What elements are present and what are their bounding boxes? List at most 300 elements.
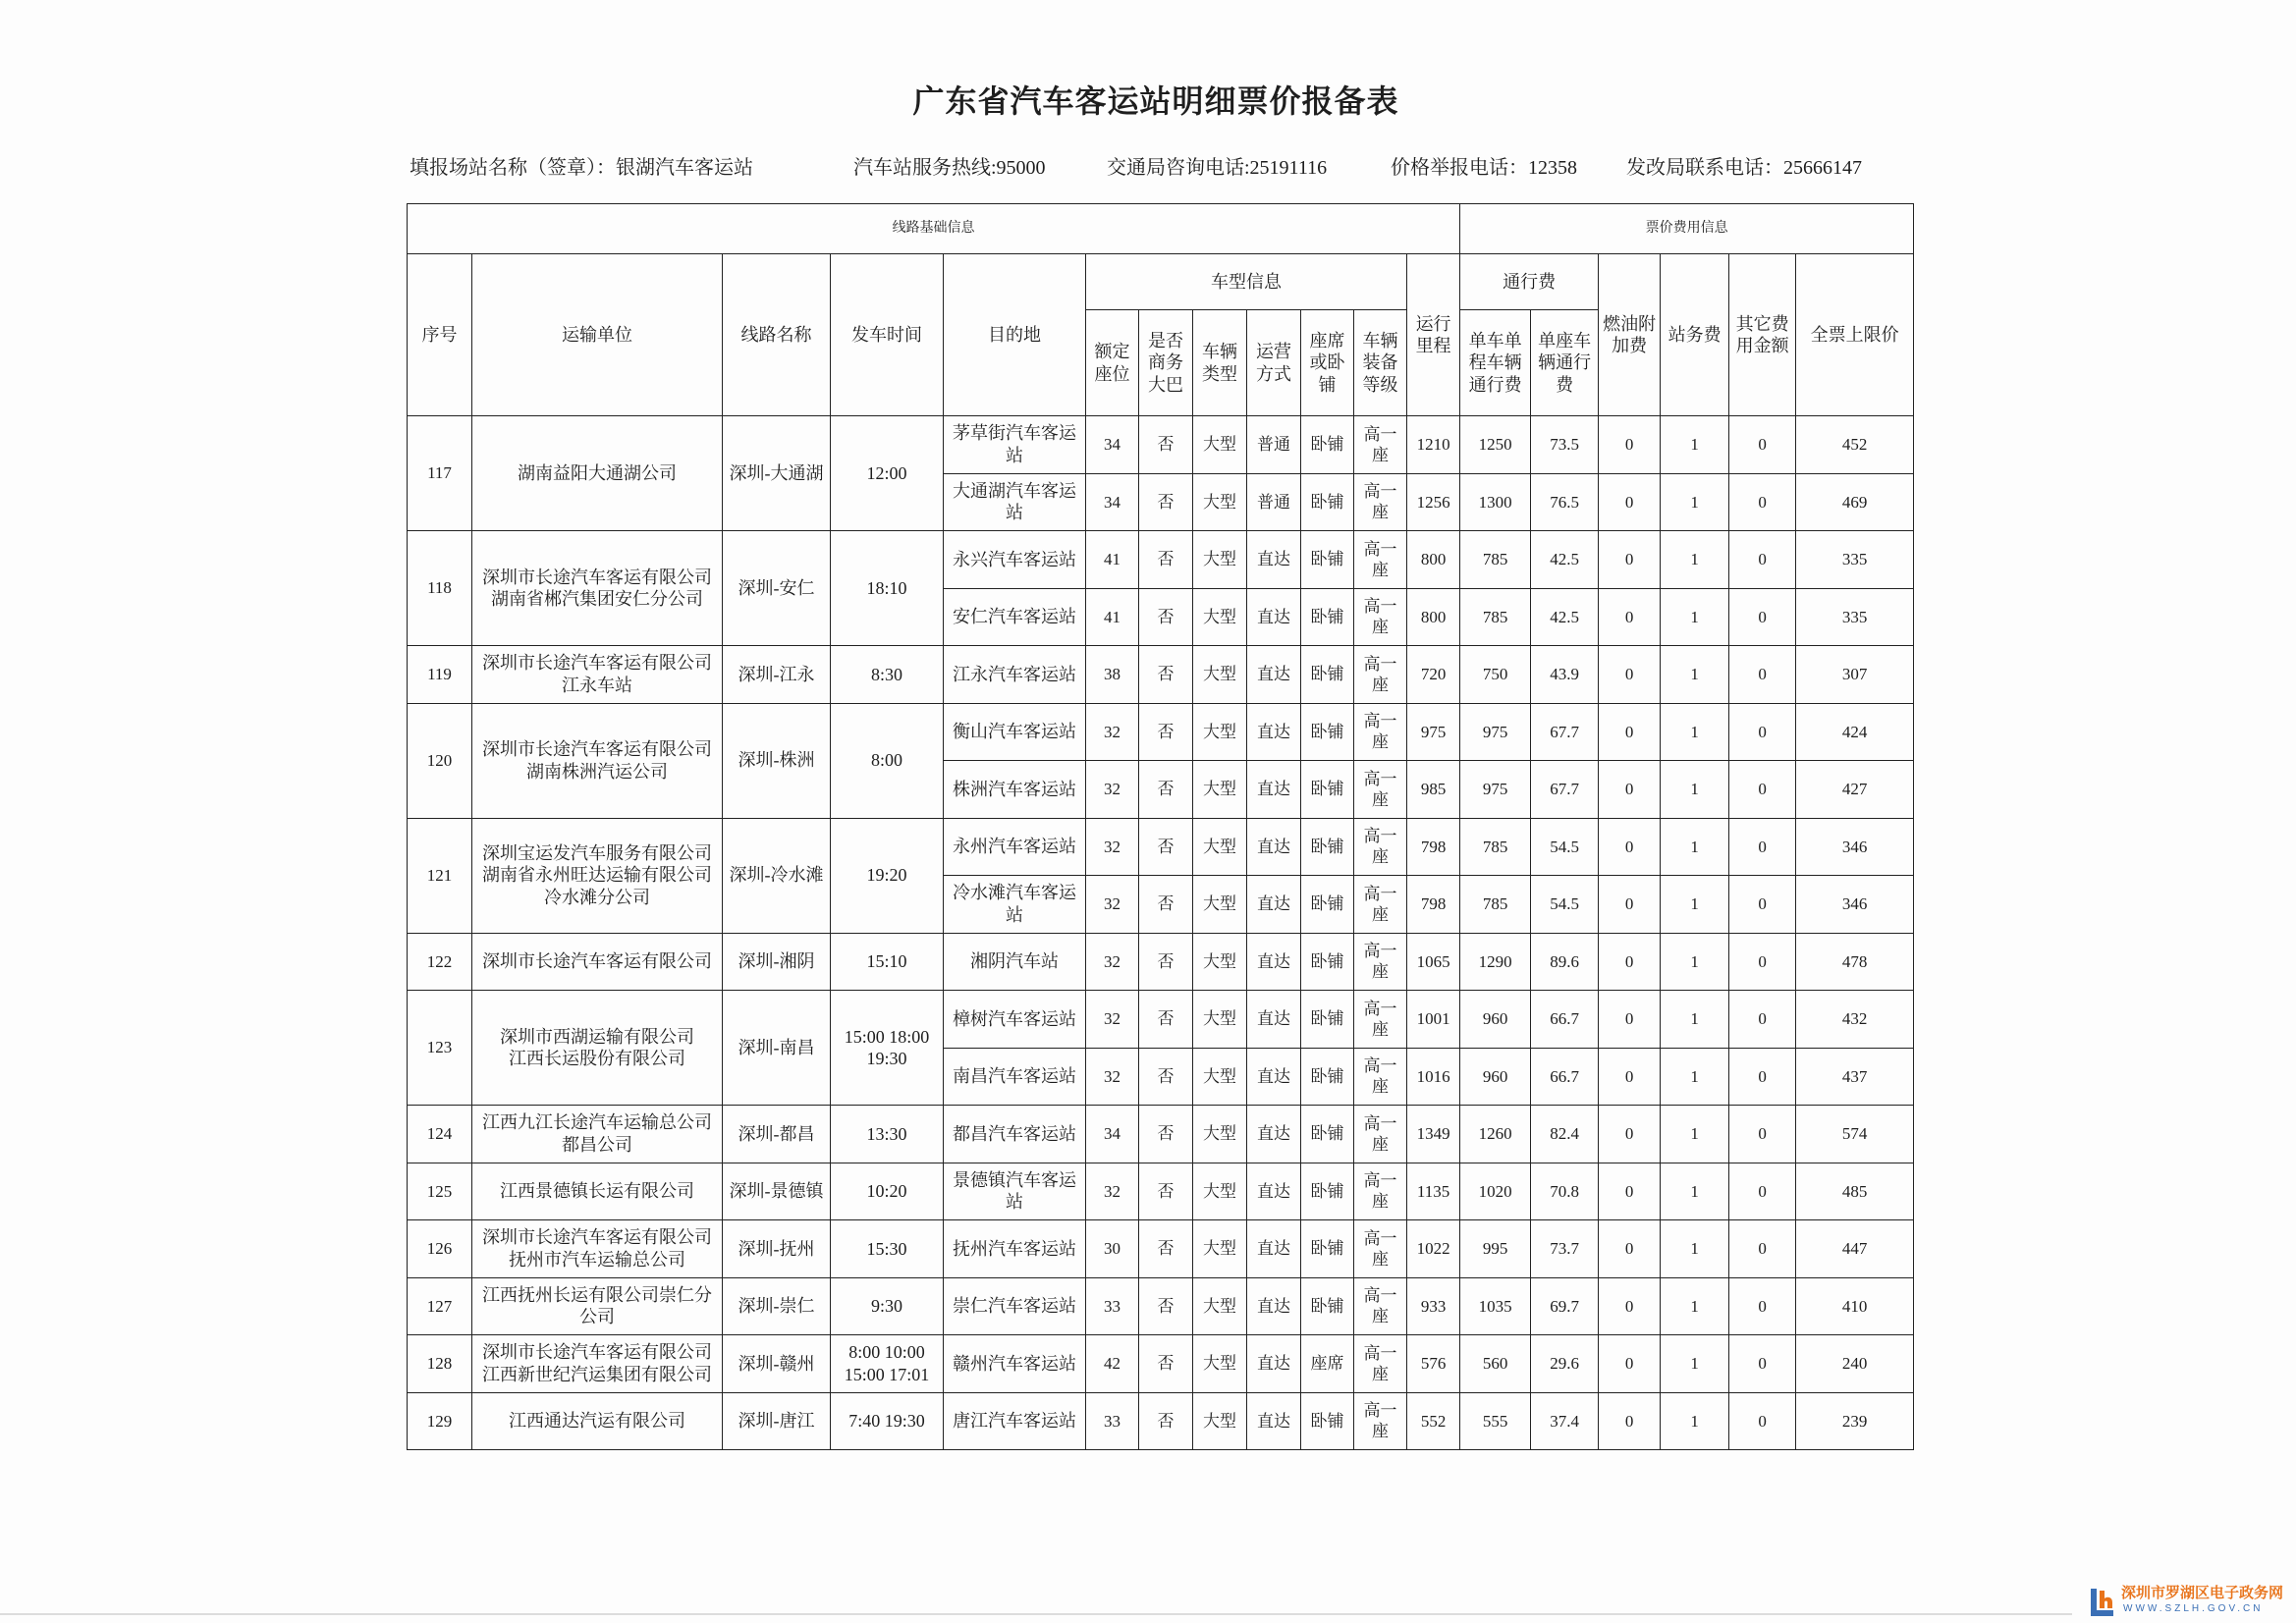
departure-time: 7:40 xyxy=(848,1411,881,1431)
station-fee-cell: 1 xyxy=(1661,1392,1729,1450)
site-name: 深圳市罗湖区电子政务网 xyxy=(2121,1584,2284,1601)
equipment-grade-cell: 高一座 xyxy=(1354,703,1407,761)
station-name: 填报场站名称（签章）：银湖汽车客运站 xyxy=(410,157,753,179)
transport-company-cell xyxy=(472,416,723,531)
business-bus-cell: 否 xyxy=(1139,1220,1193,1278)
mileage-cell: 552 xyxy=(1407,1392,1460,1450)
row-number-cell: 129 xyxy=(408,1392,472,1450)
group-header-toll: 通行费 xyxy=(1460,254,1599,310)
scan-edge xyxy=(0,1613,2072,1615)
company-name: 深圳市长途汽车客运有限公司 xyxy=(482,653,712,674)
company-name: 江西通达汽运有限公司 xyxy=(509,1411,685,1431)
station-fee-cell: 1 xyxy=(1661,1106,1729,1163)
vehicle-type-cell: 大型 xyxy=(1193,1392,1247,1450)
seat-type-cell: 座席 xyxy=(1301,1335,1354,1393)
max-full-price-cell: 574 xyxy=(1796,1106,1914,1163)
table-row xyxy=(408,1163,1914,1220)
fuel-surcharge-cell: 0 xyxy=(1599,991,1661,1049)
fuel-surcharge-cell: 0 xyxy=(1599,1048,1661,1106)
column-header-departure: 发车时间 xyxy=(831,254,944,416)
toll-per-seat-cell: 73.5 xyxy=(1531,416,1599,474)
vehicle-type-cell: 大型 xyxy=(1193,646,1247,704)
table-row xyxy=(408,531,1914,589)
mileage-cell: 800 xyxy=(1407,588,1460,646)
business-bus-cell: 否 xyxy=(1139,933,1193,991)
route-name-cell: 深圳-湘阴 xyxy=(723,933,831,991)
departure-time-cell xyxy=(831,991,944,1106)
station-fee-cell: 1 xyxy=(1661,1048,1729,1106)
fuel-surcharge-cell: 0 xyxy=(1599,646,1661,704)
seats-cell: 32 xyxy=(1086,818,1139,876)
fuel-surcharge-cell: 0 xyxy=(1599,761,1661,819)
vehicle-type-cell: 大型 xyxy=(1193,818,1247,876)
operation-mode-cell: 普通 xyxy=(1247,416,1301,474)
departure-time: 15:00 xyxy=(844,1364,885,1384)
business-bus-cell: 否 xyxy=(1139,761,1193,819)
vehicle-type-cell: 大型 xyxy=(1193,416,1247,474)
seat-type-cell: 卧铺 xyxy=(1301,818,1354,876)
seat-type-cell: 卧铺 xyxy=(1301,876,1354,934)
mileage-cell: 800 xyxy=(1407,531,1460,589)
row-number-cell: 126 xyxy=(408,1220,472,1278)
destination-cell: 永兴汽车客运站 xyxy=(944,531,1086,589)
seat-type-cell: 卧铺 xyxy=(1301,1220,1354,1278)
vehicle-type-cell: 大型 xyxy=(1193,933,1247,991)
fuel-surcharge-cell: 0 xyxy=(1599,1277,1661,1335)
equipment-grade-cell: 高一座 xyxy=(1354,761,1407,819)
column-header-row xyxy=(408,254,1914,310)
departure-time-cell xyxy=(831,416,944,531)
toll-per-vehicle-cell: 1260 xyxy=(1460,1106,1531,1163)
departure-time: 9:30 xyxy=(870,1296,902,1316)
other-fees-cell: 0 xyxy=(1729,703,1796,761)
fare-table xyxy=(407,203,1914,1450)
operation-mode-cell: 直达 xyxy=(1247,1277,1301,1335)
departure-time-cell xyxy=(831,531,944,646)
max-full-price-cell: 478 xyxy=(1796,933,1914,991)
transport-company-cell xyxy=(472,818,723,933)
fuel-surcharge-cell: 0 xyxy=(1599,1335,1661,1393)
station-fee-cell: 1 xyxy=(1661,933,1729,991)
station-fee-cell: 1 xyxy=(1661,1220,1729,1278)
seat-type-cell: 卧铺 xyxy=(1301,588,1354,646)
operation-mode-cell: 直达 xyxy=(1247,703,1301,761)
toll-per-seat-cell: 76.5 xyxy=(1531,473,1599,531)
max-full-price-cell: 240 xyxy=(1796,1335,1914,1393)
business-bus-cell: 否 xyxy=(1139,1392,1193,1450)
fuel-surcharge-cell: 0 xyxy=(1599,933,1661,991)
departure-time-cell xyxy=(831,1277,944,1335)
vehicle-type-cell: 大型 xyxy=(1193,531,1247,589)
column-header-toll-per-vehicle: 单车单程车辆通行费 xyxy=(1460,310,1531,416)
other-fees-cell: 0 xyxy=(1729,1106,1796,1163)
section-header-route-info: 线路基础信息 xyxy=(408,204,1460,254)
route-name-cell: 深圳-景德镇 xyxy=(723,1163,831,1220)
transport-company-cell xyxy=(472,991,723,1106)
station-fee-cell: 1 xyxy=(1661,703,1729,761)
operation-mode-cell: 直达 xyxy=(1247,818,1301,876)
station-fee-cell: 1 xyxy=(1661,1277,1729,1335)
departure-time: 17:01 xyxy=(889,1364,930,1384)
max-full-price-cell: 410 xyxy=(1796,1277,1914,1335)
column-header-fuel-surcharge: 燃油附加费 xyxy=(1599,254,1661,416)
vehicle-type-cell: 大型 xyxy=(1193,1163,1247,1220)
vehicle-type-cell: 大型 xyxy=(1193,1220,1247,1278)
vehicle-type-cell: 大型 xyxy=(1193,703,1247,761)
destination-cell: 崇仁汽车客运站 xyxy=(944,1277,1086,1335)
other-fees-cell: 0 xyxy=(1729,1392,1796,1450)
other-fees-cell: 0 xyxy=(1729,933,1796,991)
document-title: 广东省汽车客运站明细票价报备表 xyxy=(912,83,1399,119)
column-header-other-fees: 其它费用金额 xyxy=(1729,254,1796,416)
route-name-cell: 深圳-株洲 xyxy=(723,703,831,818)
station-fee-cell: 1 xyxy=(1661,818,1729,876)
equipment-grade-cell: 高一座 xyxy=(1354,588,1407,646)
max-full-price-cell: 452 xyxy=(1796,416,1914,474)
company-name: 深圳市长途汽车客运有限公司 xyxy=(482,951,712,971)
row-number-cell: 121 xyxy=(408,818,472,933)
business-bus-cell: 否 xyxy=(1139,991,1193,1049)
max-full-price-cell: 335 xyxy=(1796,531,1914,589)
departure-time: 10:00 xyxy=(884,1342,925,1363)
operation-mode-cell: 直达 xyxy=(1247,531,1301,589)
operation-mode-cell: 直达 xyxy=(1247,588,1301,646)
toll-per-seat-cell: 66.7 xyxy=(1531,1048,1599,1106)
company-name: 深圳市长途汽车客运有限公司 xyxy=(482,567,712,587)
vehicle-type-cell: 大型 xyxy=(1193,1277,1247,1335)
destination-cell: 江永汽车客运站 xyxy=(944,646,1086,704)
toll-per-seat-cell: 42.5 xyxy=(1531,588,1599,646)
toll-per-seat-cell: 89.6 xyxy=(1531,933,1599,991)
departure-time: 12:00 xyxy=(866,462,907,483)
transport-company-cell xyxy=(472,1277,723,1335)
operation-mode-cell: 直达 xyxy=(1247,876,1301,934)
toll-per-vehicle-cell: 1250 xyxy=(1460,416,1531,474)
toll-per-vehicle-cell: 1300 xyxy=(1460,473,1531,531)
row-number-cell: 123 xyxy=(408,991,472,1106)
equipment-grade-cell: 高一座 xyxy=(1354,1392,1407,1450)
departure-time: 13:30 xyxy=(866,1123,907,1144)
mileage-cell: 933 xyxy=(1407,1277,1460,1335)
departure-time-cell xyxy=(831,646,944,704)
departure-time-cell xyxy=(831,818,944,933)
station-fee-cell: 1 xyxy=(1661,876,1729,934)
seat-type-cell: 卧铺 xyxy=(1301,1392,1354,1450)
route-name-cell: 深圳-江永 xyxy=(723,646,831,704)
mileage-cell: 798 xyxy=(1407,818,1460,876)
other-fees-cell: 0 xyxy=(1729,1163,1796,1220)
departure-time: 15:30 xyxy=(866,1238,907,1259)
company-name: 抚州市汽车运输总公司 xyxy=(509,1249,685,1270)
toll-per-seat-cell: 54.5 xyxy=(1531,818,1599,876)
row-number-cell: 120 xyxy=(408,703,472,818)
fuel-surcharge-cell: 0 xyxy=(1599,818,1661,876)
max-full-price-cell: 485 xyxy=(1796,1163,1914,1220)
other-fees-cell: 0 xyxy=(1729,991,1796,1049)
max-full-price-cell: 335 xyxy=(1796,588,1914,646)
transport-company-cell xyxy=(472,531,723,646)
toll-per-vehicle-cell: 960 xyxy=(1460,1048,1531,1106)
destination-cell: 安仁汽车客运站 xyxy=(944,588,1086,646)
departure-time: 19:20 xyxy=(866,865,907,886)
table-row xyxy=(408,1277,1914,1335)
seat-type-cell: 卧铺 xyxy=(1301,1048,1354,1106)
toll-per-seat-cell: 82.4 xyxy=(1531,1106,1599,1163)
business-bus-cell: 否 xyxy=(1139,1335,1193,1393)
seats-cell: 32 xyxy=(1086,703,1139,761)
mileage-cell: 576 xyxy=(1407,1335,1460,1393)
toll-per-vehicle-cell: 975 xyxy=(1460,703,1531,761)
fuel-surcharge-cell: 0 xyxy=(1599,416,1661,474)
seats-cell: 41 xyxy=(1086,531,1139,589)
mileage-cell: 1016 xyxy=(1407,1048,1460,1106)
toll-per-seat-cell: 42.5 xyxy=(1531,531,1599,589)
other-fees-cell: 0 xyxy=(1729,588,1796,646)
seats-cell: 33 xyxy=(1086,1277,1139,1335)
column-header-company: 运输单位 xyxy=(472,254,723,416)
departure-time-cell xyxy=(831,933,944,991)
column-header-max-full-price: 全票上限价 xyxy=(1796,254,1914,416)
seat-type-cell: 卧铺 xyxy=(1301,703,1354,761)
seats-cell: 30 xyxy=(1086,1220,1139,1278)
equipment-grade-cell: 高一座 xyxy=(1354,1277,1407,1335)
station-fee-cell: 1 xyxy=(1661,588,1729,646)
column-header-mileage: 运行里程 xyxy=(1407,254,1460,416)
station-fee-cell: 1 xyxy=(1661,991,1729,1049)
max-full-price-cell: 427 xyxy=(1796,761,1914,819)
route-name-cell: 深圳-南昌 xyxy=(723,991,831,1106)
seat-type-cell: 卧铺 xyxy=(1301,991,1354,1049)
other-fees-cell: 0 xyxy=(1729,818,1796,876)
other-fees-cell: 0 xyxy=(1729,1277,1796,1335)
table-row xyxy=(408,1392,1914,1450)
toll-per-vehicle-cell: 785 xyxy=(1460,818,1531,876)
seat-type-cell: 卧铺 xyxy=(1301,646,1354,704)
company-name: 湖南株洲汽运公司 xyxy=(526,761,668,782)
station-fee-cell: 1 xyxy=(1661,761,1729,819)
route-name-cell: 深圳-抚州 xyxy=(723,1220,831,1278)
equipment-grade-cell: 高一座 xyxy=(1354,473,1407,531)
departure-time: 19:30 xyxy=(866,1049,907,1068)
departure-time: 10:20 xyxy=(866,1181,907,1201)
other-fees-cell: 0 xyxy=(1729,473,1796,531)
toll-per-vehicle-cell: 785 xyxy=(1460,876,1531,934)
other-fees-cell: 0 xyxy=(1729,416,1796,474)
site-url: WWW.SZLH.GOV.CN xyxy=(2123,1603,2264,1614)
row-number-cell: 127 xyxy=(408,1277,472,1335)
destination-cell: 景德镇汽车客运站 xyxy=(944,1163,1086,1220)
toll-per-seat-cell: 54.5 xyxy=(1531,876,1599,934)
seat-type-cell: 卧铺 xyxy=(1301,473,1354,531)
column-header-business-bus: 是否商务大巴 xyxy=(1139,310,1193,416)
section-header-fare-info: 票价费用信息 xyxy=(1460,204,1914,254)
table-row xyxy=(408,1106,1914,1163)
equipment-grade-cell: 高一座 xyxy=(1354,1220,1407,1278)
departure-time-cell xyxy=(831,703,944,818)
seats-cell: 32 xyxy=(1086,1048,1139,1106)
departure-time: 18:10 xyxy=(866,577,907,598)
other-fees-cell: 0 xyxy=(1729,761,1796,819)
max-full-price-cell: 239 xyxy=(1796,1392,1914,1450)
seats-cell: 32 xyxy=(1086,761,1139,819)
equipment-grade-cell: 高一座 xyxy=(1354,531,1407,589)
destination-cell: 南昌汽车客运站 xyxy=(944,1048,1086,1106)
business-bus-cell: 否 xyxy=(1139,703,1193,761)
operation-mode-cell: 普通 xyxy=(1247,473,1301,531)
mileage-cell: 1210 xyxy=(1407,416,1460,474)
row-number-cell: 119 xyxy=(408,646,472,704)
max-full-price-cell: 346 xyxy=(1796,818,1914,876)
toll-per-vehicle-cell: 560 xyxy=(1460,1335,1531,1393)
station-fee-cell: 1 xyxy=(1661,1335,1729,1393)
toll-per-seat-cell: 43.9 xyxy=(1531,646,1599,704)
fuel-surcharge-cell: 0 xyxy=(1599,876,1661,934)
business-bus-cell: 否 xyxy=(1139,416,1193,474)
toll-per-seat-cell: 67.7 xyxy=(1531,703,1599,761)
transport-bureau-phone: 交通局咨询电话:25191116 xyxy=(1107,157,1328,179)
operation-mode-cell: 直达 xyxy=(1247,933,1301,991)
equipment-grade-cell: 高一座 xyxy=(1354,991,1407,1049)
seats-cell: 32 xyxy=(1086,933,1139,991)
column-header-route: 线路名称 xyxy=(723,254,831,416)
operation-mode-cell: 直达 xyxy=(1247,1335,1301,1393)
business-bus-cell: 否 xyxy=(1139,531,1193,589)
vehicle-type-cell: 大型 xyxy=(1193,991,1247,1049)
mileage-cell: 720 xyxy=(1407,646,1460,704)
seats-cell: 32 xyxy=(1086,1163,1139,1220)
departure-time: 19:30 xyxy=(884,1411,925,1431)
seat-type-cell: 卧铺 xyxy=(1301,1277,1354,1335)
departure-time: 15:00 xyxy=(844,1026,885,1047)
station-fee-cell: 1 xyxy=(1661,646,1729,704)
seat-type-cell: 卧铺 xyxy=(1301,761,1354,819)
equipment-grade-cell: 高一座 xyxy=(1354,1048,1407,1106)
price-report-phone: 价格举报电话：12358 xyxy=(1391,157,1577,179)
company-name: 深圳市长途汽车客运有限公司 xyxy=(482,1227,712,1248)
section-header-row xyxy=(408,204,1914,254)
operation-mode-cell: 直达 xyxy=(1247,1106,1301,1163)
business-bus-cell: 否 xyxy=(1139,1048,1193,1106)
seats-cell: 34 xyxy=(1086,416,1139,474)
company-name: 深圳市西湖运输有限公司 xyxy=(500,1026,694,1047)
destination-cell: 株洲汽车客运站 xyxy=(944,761,1086,819)
other-fees-cell: 0 xyxy=(1729,1220,1796,1278)
departure-time-cell xyxy=(831,1106,944,1163)
departure-time: 18:00 xyxy=(889,1026,930,1047)
equipment-grade-cell: 高一座 xyxy=(1354,1335,1407,1393)
operation-mode-cell: 直达 xyxy=(1247,1163,1301,1220)
table-row xyxy=(408,933,1914,991)
vehicle-type-cell: 大型 xyxy=(1193,588,1247,646)
mileage-cell: 975 xyxy=(1407,703,1460,761)
departure-time-cell xyxy=(831,1392,944,1450)
max-full-price-cell: 437 xyxy=(1796,1048,1914,1106)
transport-company-cell xyxy=(472,1335,723,1393)
station-fee-cell: 1 xyxy=(1661,416,1729,474)
column-header-toll-per-seat: 单座车辆通行费 xyxy=(1531,310,1599,416)
vehicle-type-cell: 大型 xyxy=(1193,1335,1247,1393)
transport-company-cell xyxy=(472,933,723,991)
station-fee-cell: 1 xyxy=(1661,531,1729,589)
operation-mode-cell: 直达 xyxy=(1247,1220,1301,1278)
destination-cell: 抚州汽车客运站 xyxy=(944,1220,1086,1278)
table-row xyxy=(408,991,1914,1049)
departure-time-cell xyxy=(831,1335,944,1393)
business-bus-cell: 否 xyxy=(1139,1106,1193,1163)
operation-mode-cell: 直达 xyxy=(1247,1392,1301,1450)
seats-cell: 34 xyxy=(1086,1106,1139,1163)
toll-per-seat-cell: 67.7 xyxy=(1531,761,1599,819)
table-row xyxy=(408,703,1914,761)
business-bus-cell: 否 xyxy=(1139,876,1193,934)
fuel-surcharge-cell: 0 xyxy=(1599,531,1661,589)
mileage-cell: 1065 xyxy=(1407,933,1460,991)
column-header-equipment-grade: 车辆装备等级 xyxy=(1354,310,1407,416)
business-bus-cell: 否 xyxy=(1139,473,1193,531)
transport-company-cell xyxy=(472,1163,723,1220)
toll-per-seat-cell: 70.8 xyxy=(1531,1163,1599,1220)
company-name: 江西抚州长运有限公司崇仁分公司 xyxy=(482,1284,712,1327)
max-full-price-cell: 346 xyxy=(1796,876,1914,934)
operation-mode-cell: 直达 xyxy=(1247,991,1301,1049)
max-full-price-cell: 432 xyxy=(1796,991,1914,1049)
transport-company-cell xyxy=(472,646,723,704)
company-name: 江西长运股份有限公司 xyxy=(509,1049,685,1068)
seats-cell: 42 xyxy=(1086,1335,1139,1393)
departure-time-cell xyxy=(831,1163,944,1220)
row-number-cell: 128 xyxy=(408,1335,472,1393)
row-number-cell: 117 xyxy=(408,416,472,531)
column-header-no: 序号 xyxy=(408,254,472,416)
seat-type-cell: 卧铺 xyxy=(1301,531,1354,589)
other-fees-cell: 0 xyxy=(1729,876,1796,934)
company-name: 湖南益阳大通湖公司 xyxy=(518,462,677,483)
route-name-cell: 深圳-大通湖 xyxy=(723,416,831,531)
destination-cell: 湘阴汽车站 xyxy=(944,933,1086,991)
toll-per-seat-cell: 66.7 xyxy=(1531,991,1599,1049)
table-row xyxy=(408,646,1914,704)
equipment-grade-cell: 高一座 xyxy=(1354,933,1407,991)
transport-company-cell xyxy=(472,1106,723,1163)
row-number-cell: 125 xyxy=(408,1163,472,1220)
departure-time: 15:10 xyxy=(866,951,907,971)
toll-per-seat-cell: 37.4 xyxy=(1531,1392,1599,1450)
business-bus-cell: 否 xyxy=(1139,588,1193,646)
destination-cell: 永州汽车客运站 xyxy=(944,818,1086,876)
destination-cell: 樟树汽车客运站 xyxy=(944,991,1086,1049)
fuel-surcharge-cell: 0 xyxy=(1599,588,1661,646)
company-name: 湖南省郴汽集团安仁分公司 xyxy=(491,589,703,609)
table-row xyxy=(408,1220,1914,1278)
fuel-surcharge-cell: 0 xyxy=(1599,1163,1661,1220)
seat-type-cell: 卧铺 xyxy=(1301,933,1354,991)
mileage-cell: 1256 xyxy=(1407,473,1460,531)
toll-per-vehicle-cell: 750 xyxy=(1460,646,1531,704)
seats-cell: 41 xyxy=(1086,588,1139,646)
transport-company-cell xyxy=(472,703,723,818)
vehicle-type-cell: 大型 xyxy=(1193,876,1247,934)
other-fees-cell: 0 xyxy=(1729,1048,1796,1106)
service-hotline: 汽车站服务热线:95000 xyxy=(853,157,1046,179)
mileage-cell: 1135 xyxy=(1407,1163,1460,1220)
transport-company-cell xyxy=(472,1392,723,1450)
mileage-cell: 798 xyxy=(1407,876,1460,934)
seat-type-cell: 卧铺 xyxy=(1301,1163,1354,1220)
toll-per-vehicle-cell: 995 xyxy=(1460,1220,1531,1278)
vehicle-type-cell: 大型 xyxy=(1193,1106,1247,1163)
toll-per-seat-cell: 69.7 xyxy=(1531,1277,1599,1335)
max-full-price-cell: 469 xyxy=(1796,473,1914,531)
